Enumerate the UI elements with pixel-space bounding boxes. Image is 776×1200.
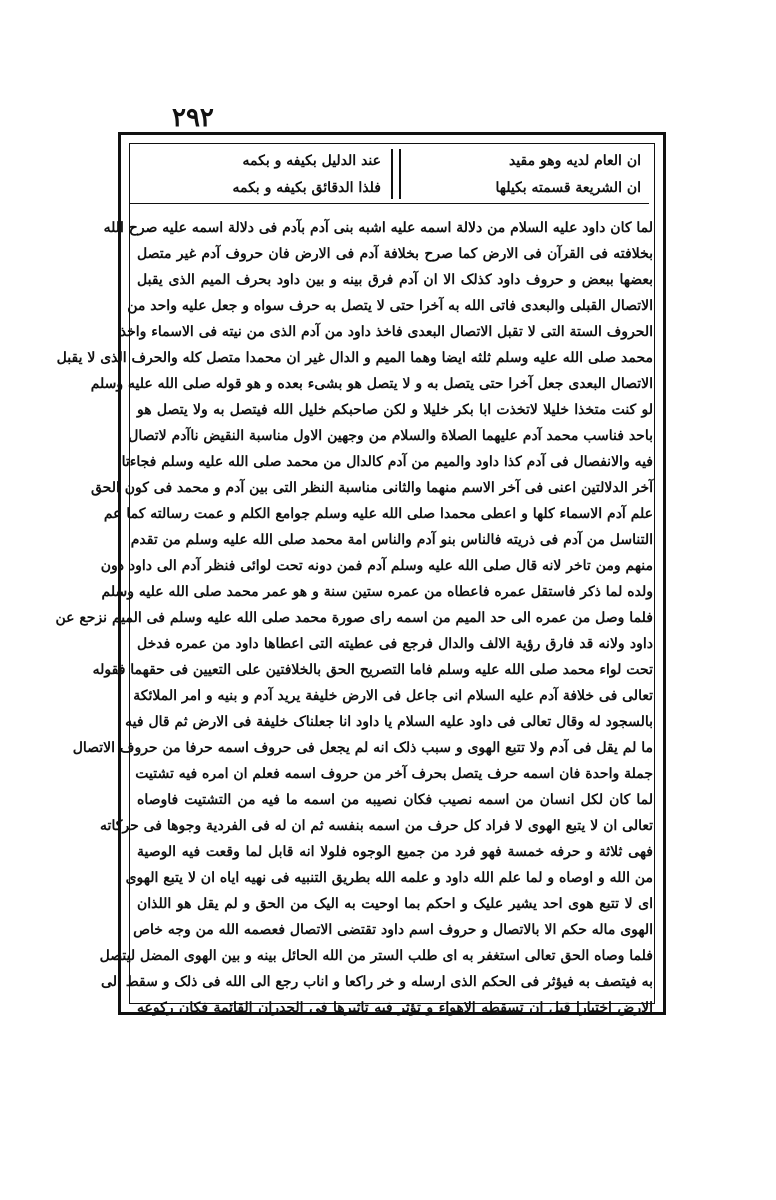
- body-line: باحد فناسب محمد آدم علیهما الصلاة والسلام من وجهین الاول مناسبة النقیض ناآدم لاتصال: [128, 428, 653, 444]
- body-text: [55, 215, 654, 1016]
- body-line: ای لا تتبع هوی احد یشیر علیک و احکم بما اوحیت به الیک من الحق و لم یقل هو اللذان: [137, 896, 653, 912]
- header-verse-left: [149, 147, 381, 201]
- header-line: ان العام لدیه وهو مقید: [508, 152, 641, 169]
- body-line: الاتصال البعدی جعل آخرا حتی یتصل به و لا یتصل هو بشیء بعده و هو قوله صلی الله علیه وسلم: [90, 376, 653, 392]
- body-line: لو کنت متخذا خلیلا لاتخذت ابا بکر خلیلا و لکن صاحبکم خلیل الله فیتصل به ولا یتصل هو: [137, 402, 653, 418]
- body-line: الحروف الستة التی لا تقبل الاتصال البعدی فاخذ داود من آدم الذی من نیته فی الاسماء واخذ: [119, 324, 653, 340]
- header-line: عند الدلیل بکیفه و بکمه: [242, 152, 381, 169]
- body-line: تعالی فی خلافة آدم علیه السلام انی جاعل فی الارض خلیفة یرید آدم و بنیه و امر الملائکة: [133, 688, 653, 704]
- body-line: الارض اختیارا قبل ان تسقطه الاهواء و تؤثر فیه تاثیرها فی الجدران القائمة فکان رکوعه: [137, 1000, 653, 1016]
- body-line: فیه والانفصال فی آدم کذا داود والمیم من آدم کالدال من محمد صلی الله علیه وسلم فجاءتا: [121, 454, 653, 470]
- body-line: فهی ثلاثة و حرفه خمسة فهو فرد من جمیع الوجوه فلولا انه قابل لما وقعت فیه الوصیة: [137, 844, 653, 860]
- body-line: لما کان داود علیه السلام من دلالة اسمه علیه اشبه بنی آدم بآدم فی دلالة اسمه علیه صرح الله: [103, 220, 653, 236]
- header-verse-right: [411, 147, 641, 201]
- header-verses: [129, 143, 649, 204]
- body-line: الهوی ماله حکم الا بالاتصال و حروف اسم داود تقتضی الاتصال فعصمه الله من وجه خاص: [133, 922, 653, 938]
- body-line: ما لم یقل فی آدم ولا تتبع الهوی و سبب ذلک انه لم یجعل فی حروف اسمه حرفا من حروف الاتصال: [72, 740, 653, 756]
- header-separator: [391, 149, 401, 199]
- body-line: جملة واحدة فان اسمه حرف یتصل بحرف آخر من حروف اسمه فعلم ان امره فیه تشتیت: [135, 766, 653, 782]
- body-line: محمد صلی الله علیه وسلم ثلثه ایضا وهما المیم و الدال غیر ان محمدا متصل کله والحرف الذی لا یقبل: [56, 350, 653, 366]
- body-line: داود ولانه قد فارق رؤیة الالف والدال فرجع فی عطیته التی اعطاها داود من عمره فدخل: [137, 636, 654, 652]
- body-line: تحت لواء محمد صلی الله علیه وسلم فاما التصریح الحق بالخلافتین علی التعیین فی حقهما فقوله: [92, 662, 653, 678]
- body-line: منهم ومن تاخر لانه قال صلی الله علیه وسلم آدم فمن دونه تحت لوائی فنظر آدم الی داود دون: [100, 558, 653, 574]
- body-line: بخلافته فی القرآن فی الارض کما صرح بخلافة آدم فی الارض فان حروف آدم غیر متصل: [137, 246, 653, 262]
- body-line: بعضها ببعض و حروف داود کذلک الا ان آدم فرق بینه و بین داود بحرف المیم الذی یقبل: [137, 272, 653, 288]
- body-line: فلما وصاه الحق تعالی استغفر به ای طلب الستر من الله الحائل بینه و بین الهوی المضل لیتصل: [99, 948, 653, 964]
- body-line: بالسجود له وقال تعالی فی داود علیه السلام یا داود انا جعلناک خلیفة فی الارض ثم قال فیه: [125, 714, 653, 730]
- page-frame: [55, 132, 666, 1016]
- body-line: تعالی ان لا یتبع الهوی لا فراد کل حرف من اسمه بنفسه ثم ان له فی الفردیة وجوها فی حرکاته: [100, 818, 653, 834]
- body-line: الاتصال القبلی والبعدی فاتی الله به آخرا حتی لا یتصل به حرف سواه و جعل علیه واحد من: [127, 298, 653, 314]
- body-line: ولده لما ذکر فاستقل عمره فاعطاه من عمره ستین سنة و هو عمر محمد صلی الله علیه وسلم: [101, 584, 653, 600]
- header-line: فلذا الدقائق بکیفه و بکمه: [232, 179, 381, 196]
- header-line: ان الشریعة قسمته بکیلها: [495, 179, 641, 196]
- body-line: فلما وصل من عمره الی حد المیم من اسمه رای صورة محمد صلی الله علیه وسلم فی المیم نزحع عن: [55, 610, 653, 626]
- body-line: علم آدم الاسماء کلها و اعطی محمدا صلی الله علیه وسلم جوامع الکلم و عمت رسالته کما عم: [103, 506, 653, 522]
- body-line: به فیتصف به فیؤثر فی الحکم الذی ارسله و خر راکعا و اناب رجع الی الله فی ذلک و سقط الی: [101, 974, 653, 990]
- body-line: التناسل من آدم فی ذریته فالناس بنو آدم والناس امة محمد صلی الله علیه وسلم من تقدم: [130, 532, 653, 548]
- body-line: من الله و اوصاه و لما علم الله داود و علمه الله بطریق التنبیه فی نهیه ایاه ان لا یتبع الهوی: [125, 870, 653, 886]
- body-line: آخر الدلالتین اعنی فی آخر الاسم منهما والثانی مناسبة النظر التی بین آدم و محمد فی کون الحق: [91, 480, 653, 496]
- page-number: ٢٩٢: [172, 103, 214, 133]
- body-line: لما کان لکل انسان من اسمه نصیب فکان نصیبه من اسمه ما فیه من التشتیت فاوصاه: [137, 792, 653, 808]
